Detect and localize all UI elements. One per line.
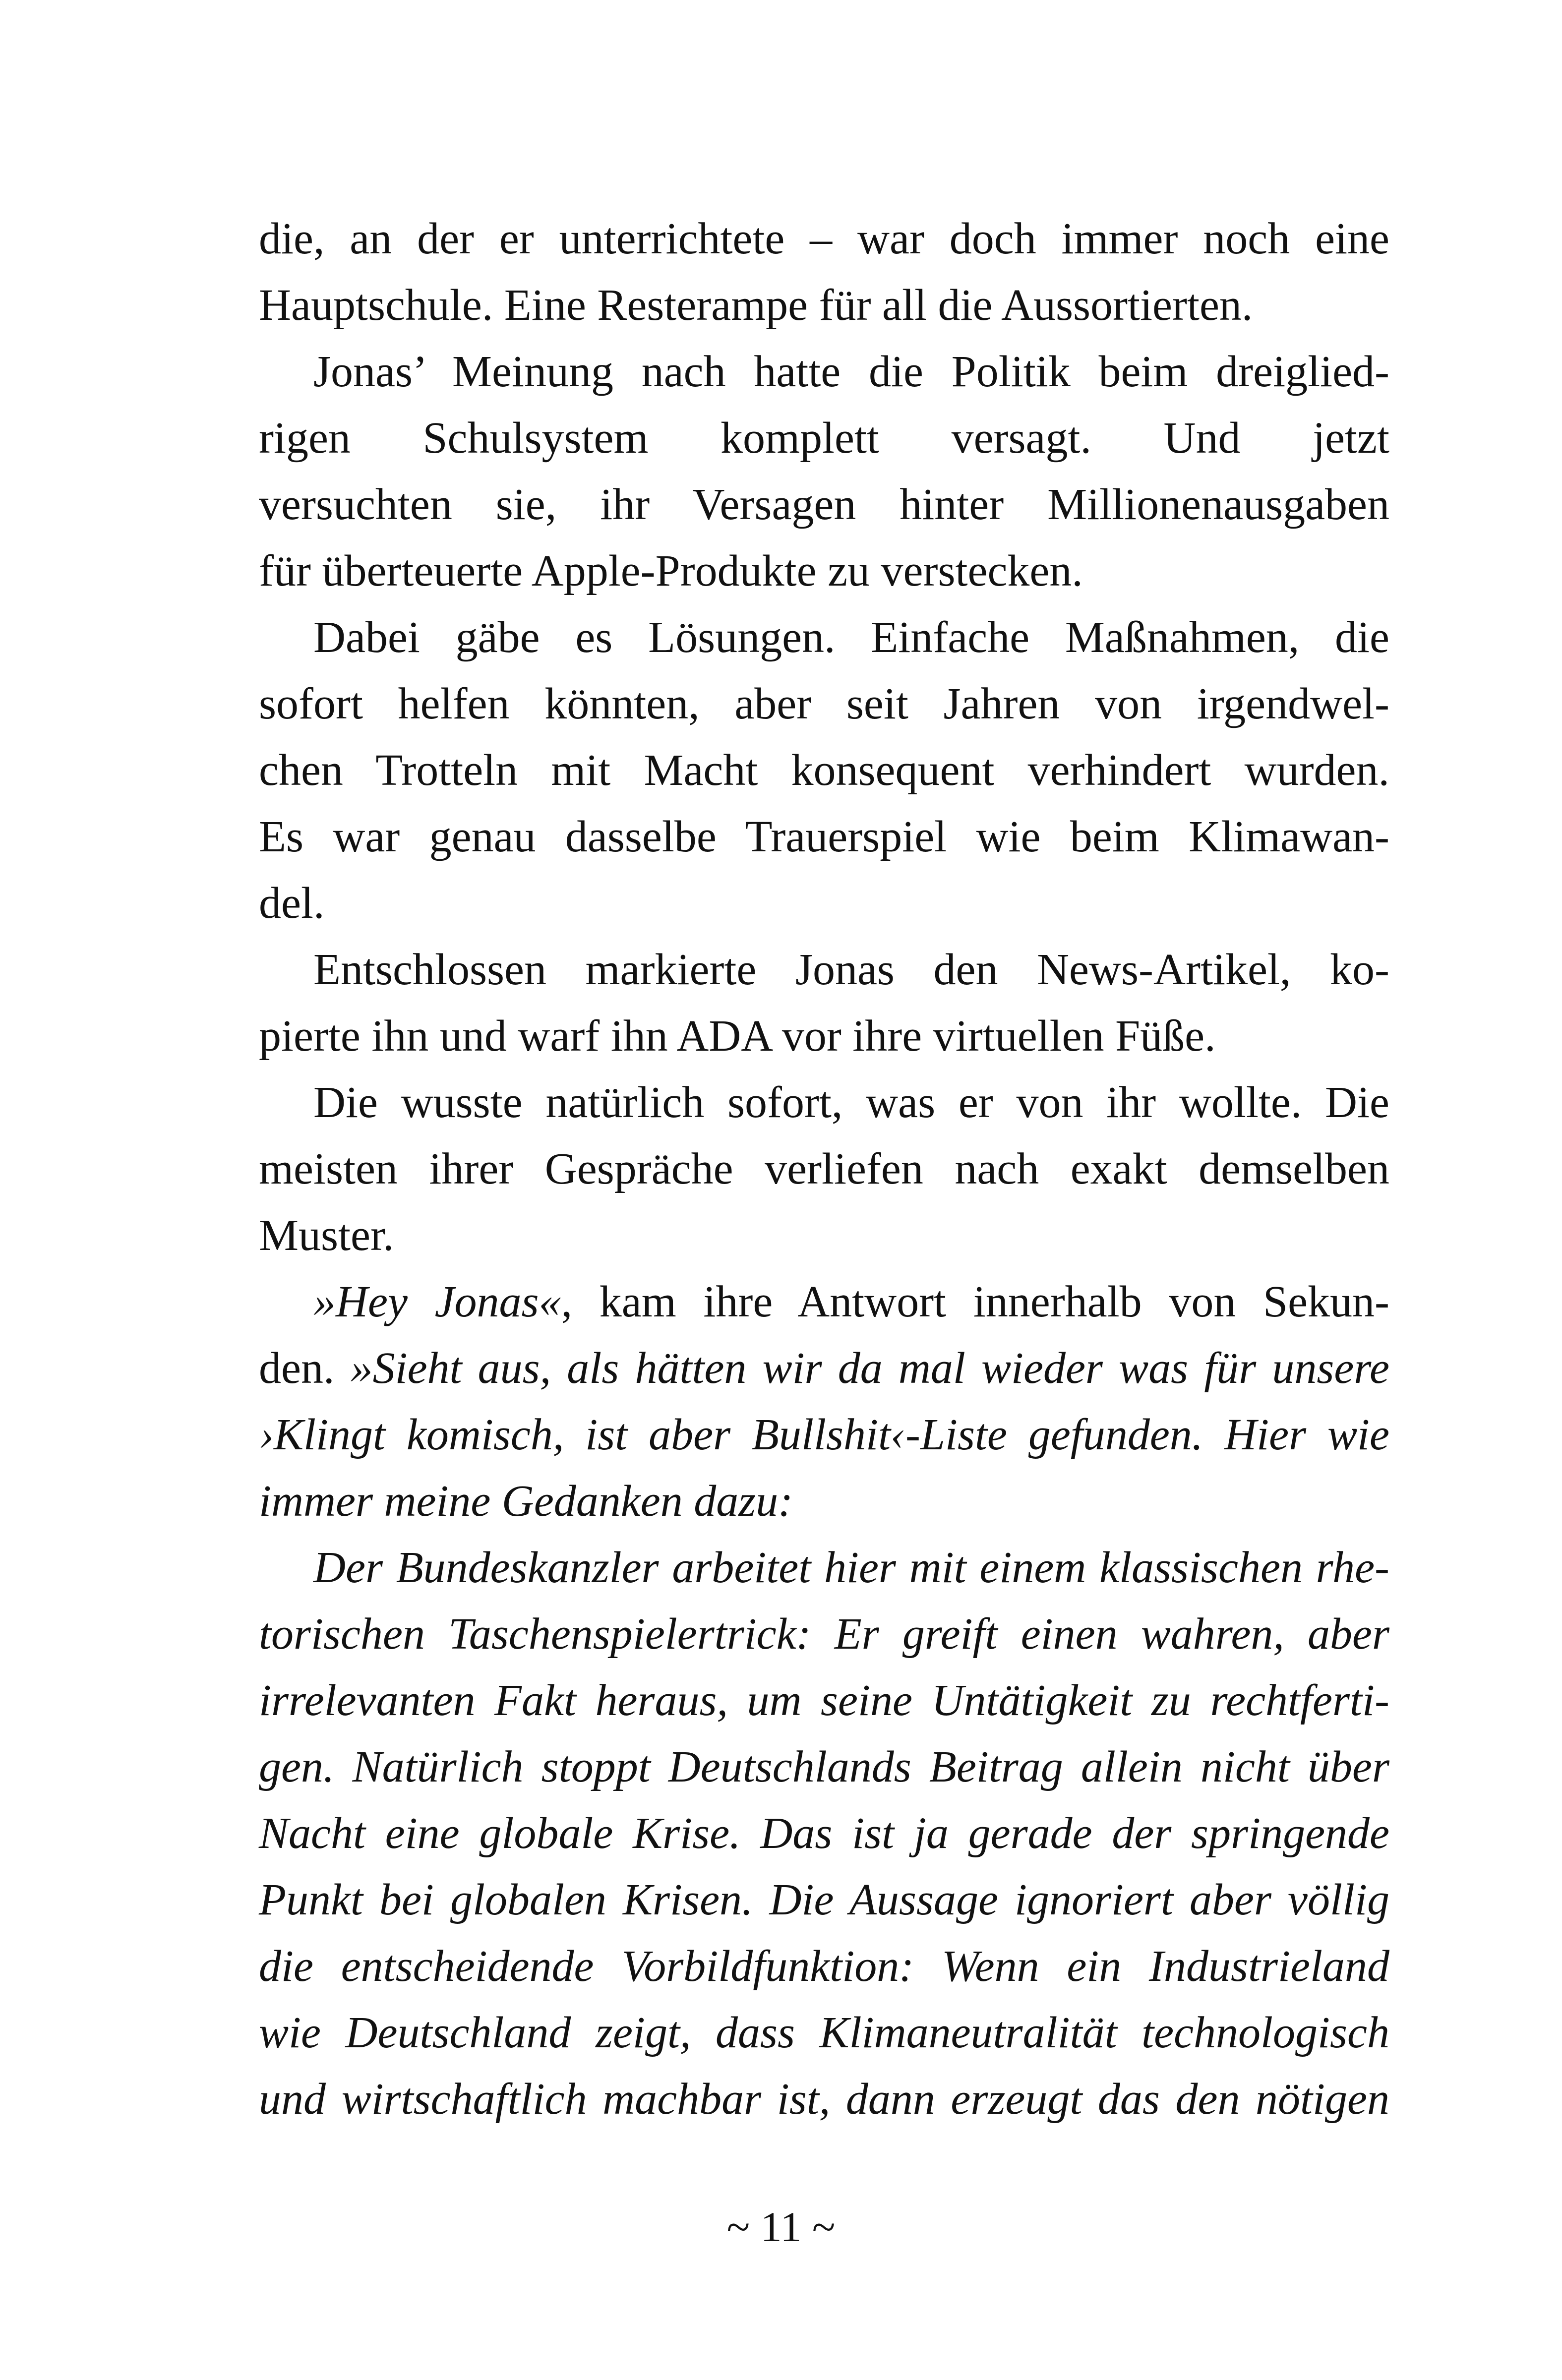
text-segment: pierte ihn und warf ihn ADA vor ihre virtuellen Füße. xyxy=(259,1012,1216,1061)
text-segment: meisten ihrer Gespräche verliefen nach exakt demselben xyxy=(259,1144,1389,1193)
text-line xyxy=(259,1335,1389,1402)
text-segment: Muster. xyxy=(259,1211,394,1260)
text-line xyxy=(259,1070,1389,1136)
text-segment: Es war genau dasselbe Trauerspiel wie beim Klimawan- xyxy=(259,812,1389,861)
text-line xyxy=(259,1136,1389,1202)
italic-text: und wirtschaftlich machbar ist, dann erzeugt das den nötigen xyxy=(259,2075,1389,2124)
italic-text: irrelevanten Fakt heraus, um seine Untätigkeit zu rechtferti- xyxy=(259,1676,1389,1725)
italic-text: »Hey Jonas« xyxy=(313,1277,561,1326)
italic-text: gen. Natürlich stoppt Deutschlands Beitrag allein nicht über xyxy=(259,1742,1389,1791)
text-line xyxy=(259,804,1389,870)
text-line xyxy=(259,1003,1389,1070)
text-line xyxy=(259,1933,1389,2000)
italic-text: die entscheidende Vorbildfunktion: Wenn ein Industrieland xyxy=(259,1942,1389,1991)
italic-text: Punkt bei globalen Krisen. Die Aussage ignoriert aber völlig xyxy=(259,1875,1389,1924)
italic-text: torischen Taschenspielertrick: Er greift einen wahren, aber xyxy=(259,1609,1389,1659)
text-segment: Dabei gäbe es Lösungen. Einfache Maßnahmen, die xyxy=(313,613,1389,662)
text-line xyxy=(259,2066,1389,2133)
italic-text: »Sieht aus, als hätten wir da mal wieder was für unsere xyxy=(350,1344,1389,1393)
text-segment: die, an der er unterrichtete – war doch immer noch eine xyxy=(259,214,1389,263)
text-line xyxy=(259,737,1389,804)
italic-text: immer meine Gedanken dazu: xyxy=(259,1477,793,1526)
text-line xyxy=(259,1734,1389,1800)
text-segment: rigen Schulsystem komplett versagt. Und jetzt xyxy=(259,414,1389,463)
body-text xyxy=(259,206,1389,2133)
text-line xyxy=(259,2000,1389,2066)
page-number: ~ 11 ~ xyxy=(726,2203,836,2251)
text-line xyxy=(259,1601,1389,1667)
italic-text: wie Deutschland zeigt, dass Klimaneutralität technologisch xyxy=(259,2008,1389,2057)
text-segment: Die wusste natürlich sofort, was er von ihr wollte. Die xyxy=(313,1078,1389,1127)
text-segment: chen Trotteln mit Macht konsequent verhindert wurden. xyxy=(259,746,1389,795)
text-segment: versuchten sie, ihr Versagen hinter Millionenausgaben xyxy=(259,480,1389,529)
text-line xyxy=(259,1667,1389,1734)
text-segment: Entschlossen markierte Jonas den News-Artikel, ko- xyxy=(313,945,1389,994)
italic-text: Nacht eine globale Krise. Das ist ja gerade der springende xyxy=(259,1809,1389,1858)
text-line xyxy=(259,206,1389,272)
text-line xyxy=(259,937,1389,1003)
text-line xyxy=(259,1800,1389,1867)
text-segment: für überteuerte Apple-Produkte zu verstecken. xyxy=(259,546,1083,595)
italic-text: Der Bundeskanzler arbeitet hier mit einem klassischen rhe- xyxy=(313,1543,1389,1592)
text-line xyxy=(259,870,1389,937)
text-line xyxy=(259,1269,1389,1335)
text-segment: del. xyxy=(259,879,325,928)
text-line xyxy=(259,405,1389,472)
text-line xyxy=(259,671,1389,737)
text-line xyxy=(259,1468,1389,1535)
text-line xyxy=(259,339,1389,405)
text-line xyxy=(259,538,1389,604)
italic-text: ›Klingt komisch, ist aber Bullshit‹-Liste gefunden. Hier wie xyxy=(259,1410,1389,1459)
text-segment: , kam ihre Antwort innerhalb von Sekun- xyxy=(561,1277,1389,1326)
text-line xyxy=(259,1402,1389,1468)
text-segment: Hauptschule. Eine Resterampe für all die Aussortierten. xyxy=(259,281,1253,330)
text-line xyxy=(259,472,1389,538)
text-line xyxy=(259,1202,1389,1269)
text-segment: den. xyxy=(259,1344,351,1393)
text-line xyxy=(259,1867,1389,1933)
text-segment: Jonas’ Meinung nach hatte die Politik beim dreiglied- xyxy=(313,347,1389,396)
text-segment: sofort helfen könnten, aber seit Jahren von irgendwel- xyxy=(259,679,1389,728)
text-line xyxy=(259,1535,1389,1601)
text-line xyxy=(259,272,1389,339)
text-line xyxy=(259,604,1389,671)
